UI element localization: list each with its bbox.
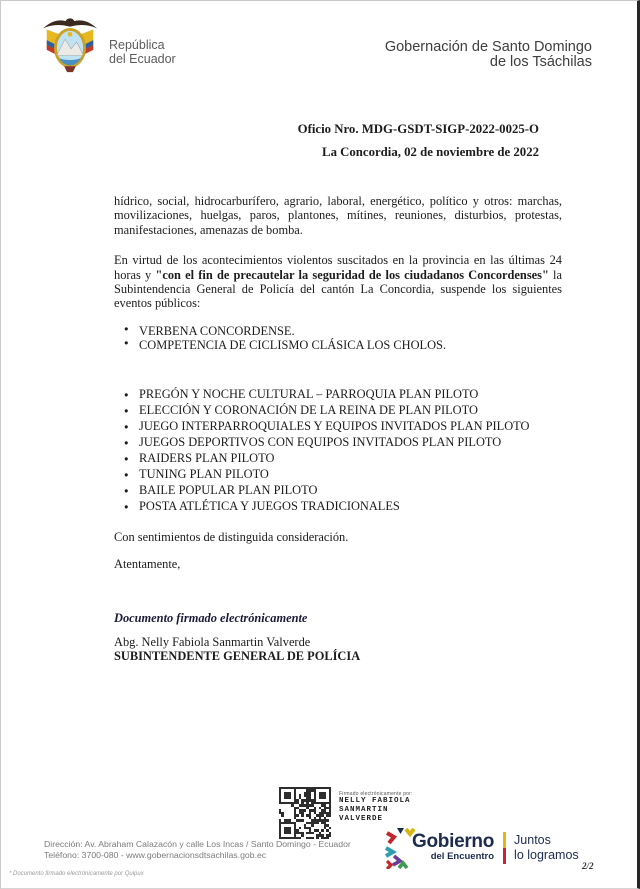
stamp-text <box>339 787 413 823</box>
arrow-cluster-icon <box>385 825 415 869</box>
place-date: La Concordia, 02 de noviembre de 2022 <box>322 144 539 159</box>
event-list-item: ● RAIDERS PLAN PILOTO <box>124 450 562 466</box>
brand-wordmark: Gobierno del Encuentro <box>412 831 495 863</box>
footer-contact <box>44 839 351 862</box>
esign-note: Documento firmado electrónicamente <box>114 611 308 626</box>
signer-title: SUBINTENDENTE GENERAL DE POLÍCIA <box>114 649 361 664</box>
brand-separator-bar <box>503 832 506 864</box>
oficio-block <box>298 123 539 159</box>
event-list-item: ● BAILE POPULAR PLAN PILOTO <box>124 482 562 498</box>
gobierno-logo <box>385 825 579 869</box>
phone-line: Teléfono: 3700-080 - www.gobernacionsdtsachilas.gob.ec <box>44 850 267 861</box>
page-number: 2/2 <box>582 861 594 871</box>
event-list-item: ● PREGÓN Y NOCHE CULTURAL – PARROQUIA PLAN PILOTO <box>124 386 562 402</box>
event-list-item: ● JUEGOS DEPORTIVOS CON EQUIPOS INVITADOS PLAN PILOTO <box>124 434 562 450</box>
stamp-name-line: VALVERDE <box>339 814 384 823</box>
salutation: Atentamente, <box>114 556 181 571</box>
oficio-number: Oficio Nro. MDG-GSDT-SIGP-2022-0025-O <box>297 122 539 136</box>
brand-slogan: Juntos lo logramos <box>514 833 579 862</box>
stamp-label: Firmado electrónicamente por: <box>339 791 413 797</box>
event-list-item: ● VERBENA CONCORDENSE. <box>124 324 562 338</box>
signer-name: Abg. Nelly Fabiola Sanmartin Valverde <box>114 634 311 649</box>
org-name: Gobernación de Santo Domingo de los Tsáchilas <box>384 39 592 71</box>
suspended-events-list-2 <box>114 386 562 514</box>
stamp-name-line: SANMARTIN <box>339 805 389 814</box>
ecuador-coat-of-arms-icon <box>37 13 103 75</box>
footnote: * Documento firmado electrónicamente por Quipux <box>9 871 144 877</box>
event-list-item: ● POSTA ATLÉTICA Y JUEGOS TRADICIONALES <box>124 498 562 514</box>
event-list-item: ● COMPETENCIA DE CICLISMO CLÁSICA LOS CHOLOS. <box>124 338 562 352</box>
closing-line: Con sentimientos de distinguida consideración. <box>114 529 349 544</box>
suspended-events-list-1 <box>114 324 562 353</box>
stamp-name-line: NELLY FABIOLA <box>339 797 411 805</box>
event-list-item: ● ELECCIÓN Y CORONACIÓN DE LA REINA DE PLAN PILOTO <box>124 402 562 418</box>
paragraph: En virtud de los acontecimientos violentos suscitados en la provincia en las últimas 24 horas y "con el fin de precautelar la seguridad de los ciudadanos Concordenses" la Subintendencia General de Policía del cantón La Concordia, suspende los siguientes eventos públicos: <box>114 253 562 311</box>
address-line: Dirección: Av. Abraham Calazacón y calle Los Incas / Santo Domingo - Ecuador <box>44 839 351 849</box>
header-logo <box>37 13 176 75</box>
paragraph: hídrico, social, hidrocarburífero, agrario, laboral, energético, político y otros: marchas, movilizaciones, huelgas, paros, plantones, mítines, reuniones, disturbios, protestas, manifestaciones, amenazas de bomba. <box>114 194 562 237</box>
event-list-item: ● JUEGO INTERPARROQUIALES Y EQUIPOS INVITADOS PLAN PILOTO <box>124 418 562 434</box>
letter-body <box>114 194 562 663</box>
republic-label: República del Ecuador <box>109 38 176 66</box>
stamp-name <box>339 797 413 823</box>
event-list-item: ● TUNING PLAN PILOTO <box>124 466 562 482</box>
qr-code <box>279 787 331 839</box>
